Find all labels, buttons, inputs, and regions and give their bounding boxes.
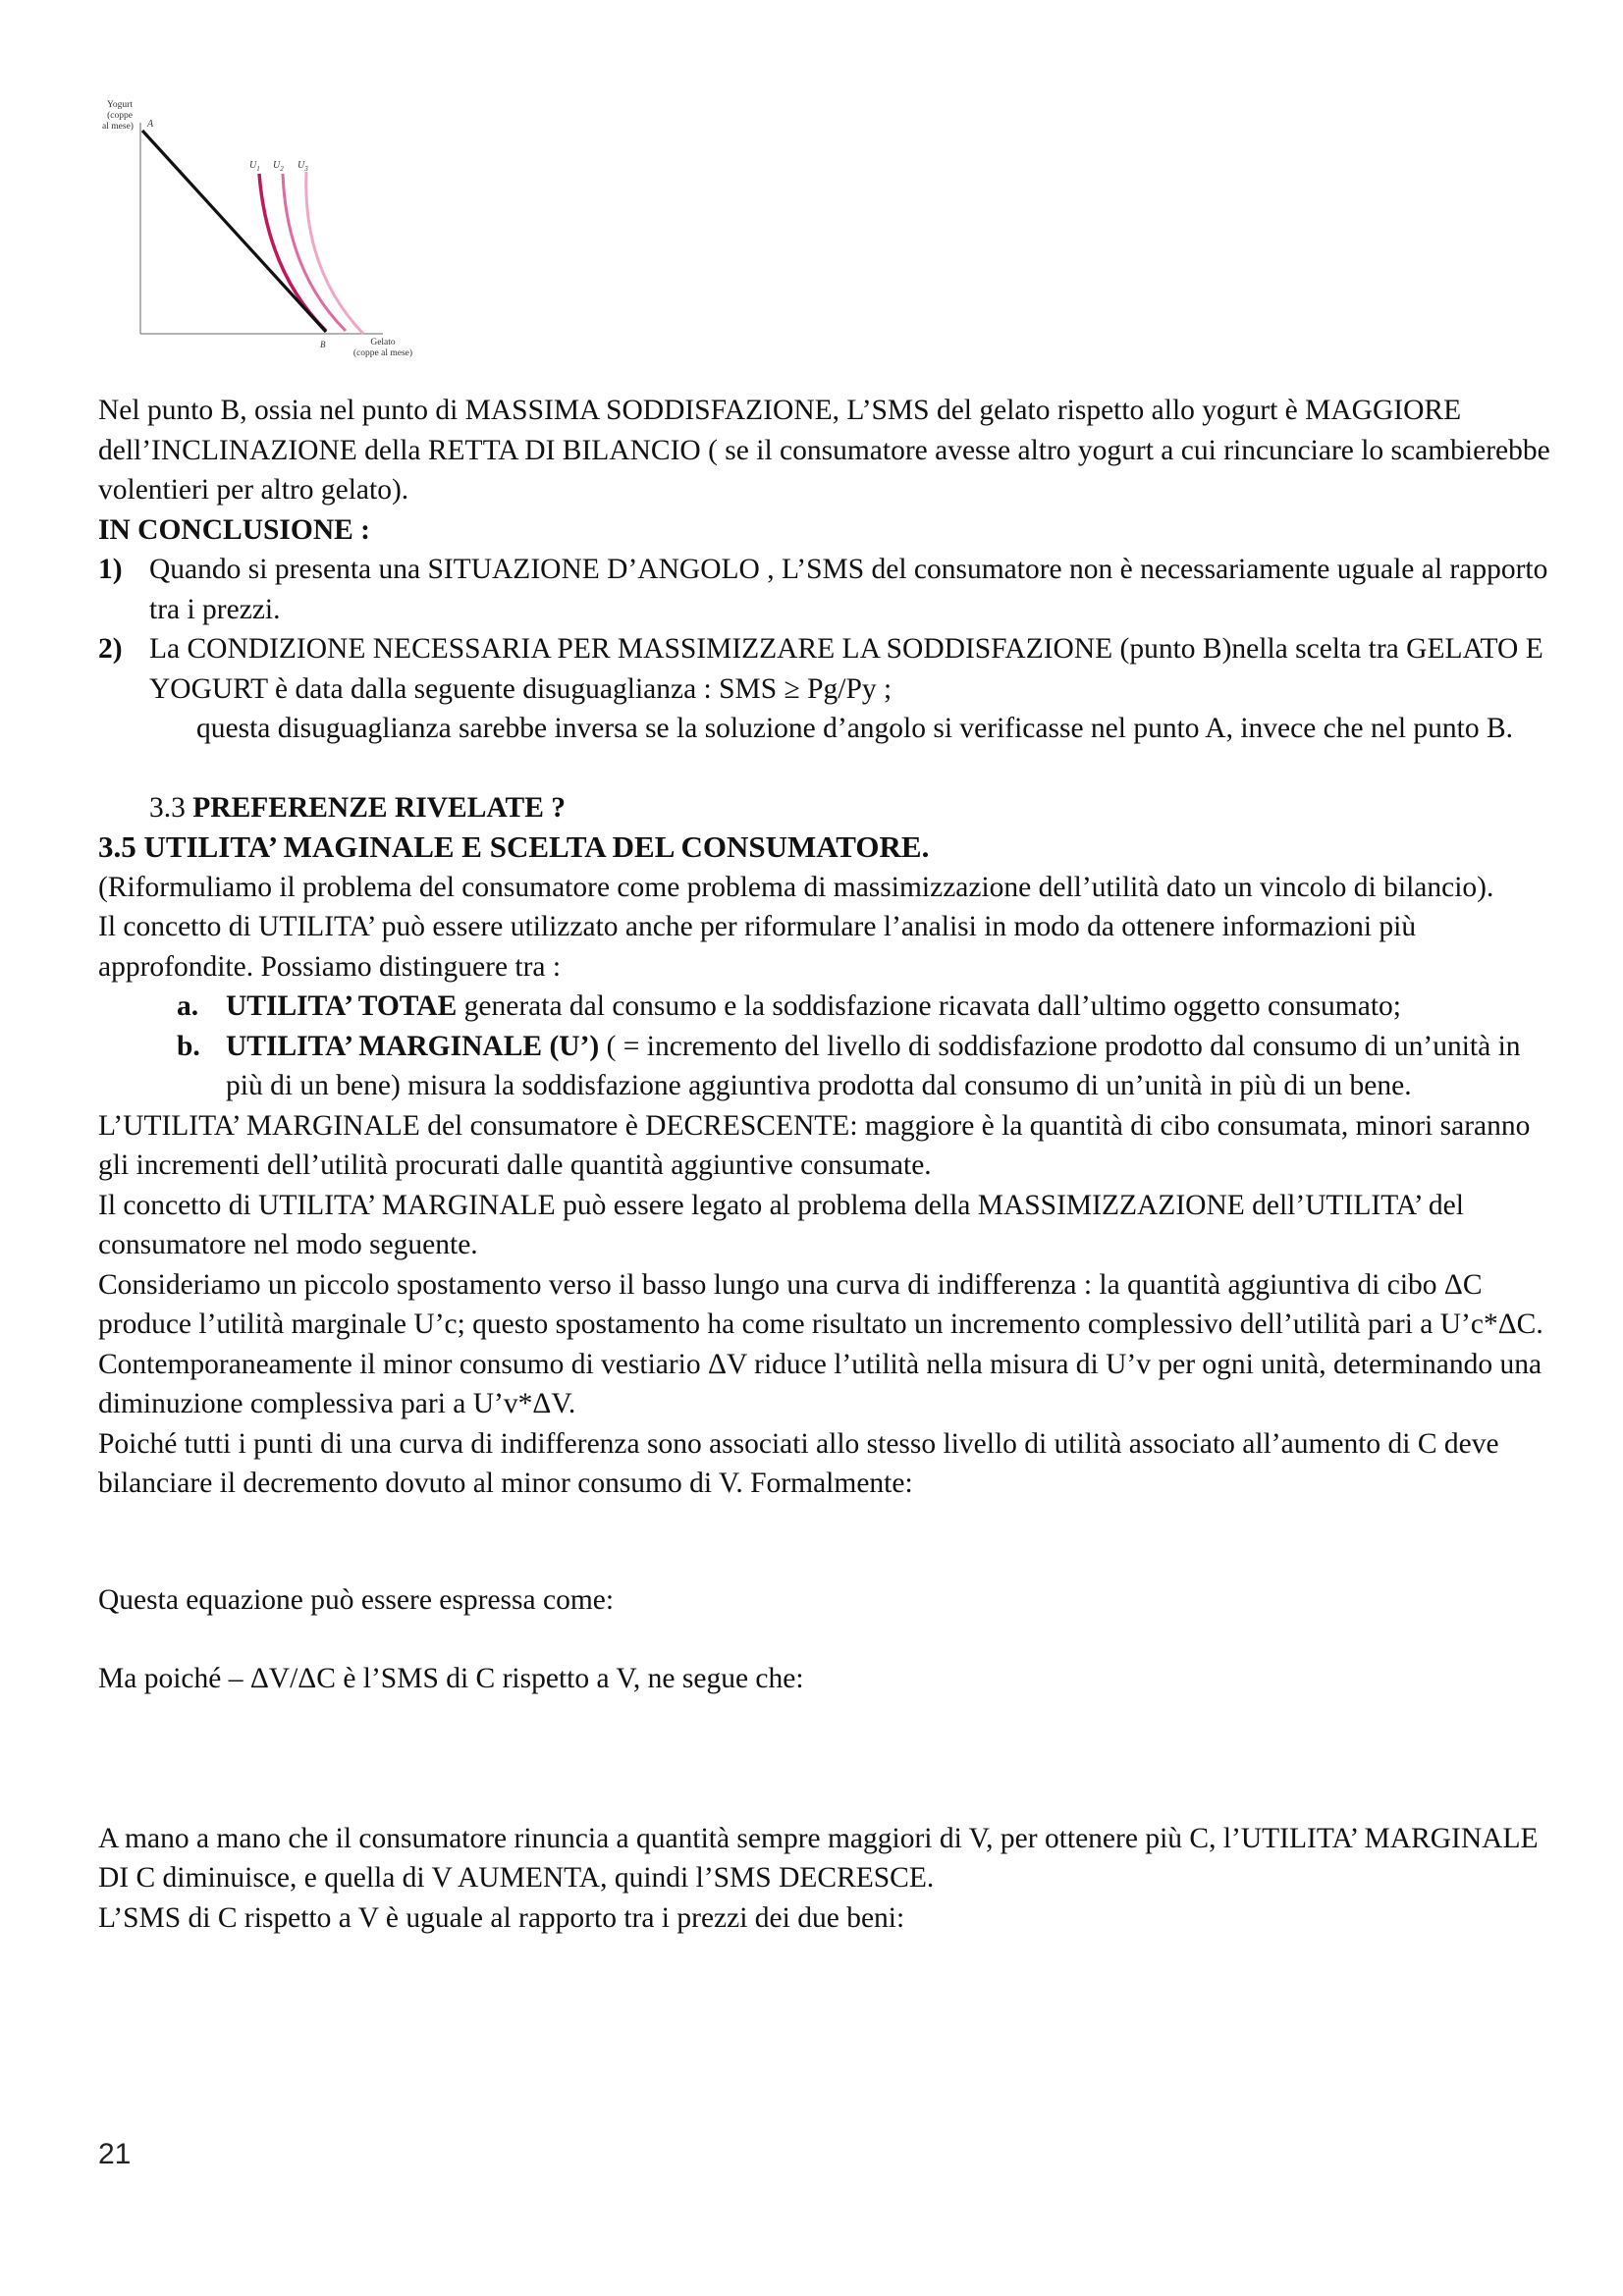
paragraph-price-ratio: L’SMS di C rispetto a V è uguale al rapporto tra i prezzi dei due beni: — [98, 1901, 905, 1934]
section-3-3-heading — [98, 788, 1551, 828]
point-a-label: A — [147, 119, 154, 130]
section-number: 3.3 — [149, 791, 186, 824]
conclusion-heading: IN CONCLUSIONE : — [98, 513, 371, 546]
paragraph-sms-decreasing: A mano a mano che il consumatore rinuncia a quantità sempre maggiori di V, per ottenere più C, l’UTILITA’ MARGINALE DI C diminuisce, e quella di V AUMENTA, quindi l’SMS DECRESCE. — [98, 1822, 1539, 1894]
x-axis-label-line-2: (coppe al mese) — [352, 348, 413, 358]
equation-placeholder-4 — [98, 1778, 1551, 1819]
paragraph-equation-expressed: Questa equazione può essere espressa come: — [98, 1583, 615, 1616]
y-axis-label-line-3: al mese) — [102, 122, 134, 132]
curve-label-u2: $U_2$ — [273, 160, 284, 173]
point-b-label: B — [320, 340, 326, 349]
conclusion-item-2 — [98, 629, 1551, 709]
section-3-5-heading: 3.5 UTILITA’ MAGINALE E SCELTA DEL CONSUMATORE. — [98, 829, 930, 864]
section-title: PREFERENZE RIVELATE ? — [192, 791, 566, 824]
curve-label-u3: $U_3$ — [298, 160, 308, 173]
item-letter: a. — [177, 990, 199, 1022]
item-number: 2) — [98, 633, 123, 665]
utility-item-a — [98, 987, 1551, 1027]
conclusion-item-1 — [98, 550, 1551, 629]
paragraph-sms-equality: Ma poiché – ΔV/ΔC è l’SMS di C rispetto a V, ne segue che: — [98, 1663, 804, 1694]
paragraph-decreasing-utility: L’UTILITA’ MARGINALE del consumatore è DECRESCENTE: maggiore è la quantità di cibo consumata, minori saranno gli incrementi dell’utilità procurati dalle quantità aggiuntive consumate. — [98, 1109, 1531, 1181]
utility-item-b — [98, 1027, 1551, 1106]
item-text: generata dal consumo e la soddisfazione ricavata dall’ultimo oggetto consumato; — [457, 990, 1401, 1022]
item-text: ( = incremento del livello di soddisfazione prodotto dal consumo di un’unità in più di un bene) misura la soddisfazione aggiuntiva prodotta dal consumo di un’unità in più di un bene. — [226, 1030, 1521, 1101]
indifference-curve-u3 — [306, 172, 363, 334]
y-axis-label-line-2: (coppe — [107, 111, 133, 121]
paragraph-utility-concept: Il concetto di UTILITA’ può essere utilizzato anche per riformulare l’analisi in modo da ottenere informazioni più approfondite. Possiamo distinguere tra : — [98, 911, 1417, 983]
paragraph-small-movement: Consideriamo un piccolo spostamento verso il basso lungo una curva di indifferenza : la quantità aggiuntiva di cibo ΔC produce l’utilità marginale U’c; questo spostamento ha come risultato un incremento complessivo dell’utilità pari a U’c*ΔC. — [98, 1268, 1543, 1340]
item-text: La CONDIZIONE NECESSARIA PER MASSIMIZZARE LA SODDISFAZIONE (punto B)nella scelta tra GELATO E YOGURT è data dalla seguente disuguaglianza : SMS ≥ Pg/Py ; — [149, 633, 1543, 705]
conclusion-item-2-note: questa disuguaglianza sarebbe inversa se la soluzione d’angolo si verificasse nel punto A, invece che nel punto B. — [196, 713, 1514, 744]
paragraph-balance: Poiché tutti i punti di una curva di indifferenza sono associati allo stesso livello di utilità associato all’aumento di C deve bilanciare il decremento dovuto al minor consumo di V. Formalmente: — [98, 1427, 1499, 1499]
item-letter: b. — [177, 1030, 200, 1062]
equation-placeholder-2 — [98, 1620, 1551, 1659]
page-number: 21 — [98, 2138, 132, 2170]
paragraph-clothing-reduction: Contemporaneamente il minor consumo di vestiario ΔV riduce l’utilità nella misura di U’v per ogni unità, determinando una diminuzione complessiva pari a U’v*ΔV. — [98, 1348, 1542, 1419]
item-number: 1) — [98, 554, 123, 585]
item-text: Quando si presenta una SITUAZIONE D’ANGOLO , L’SMS del consumatore non è necessariamente uguale al rapporto tra i prezzi. — [149, 554, 1548, 625]
paragraph-reformulation: (Riformuliamo il problema del consumatore come problema di massimizzazione dell’utilità dato un vincolo di bilancio). — [98, 871, 1494, 903]
main-text — [98, 391, 1551, 1938]
item-term: UTILITA’ TOTAE — [226, 990, 458, 1022]
y-axis-label-line-1: Yogurt — [107, 100, 133, 110]
paragraph-point-b: Nel punto B, ossia nel punto di MASSIMA SODDISFAZIONE, L’SMS del gelato rispetto allo yogurt è MAGGIORE dell’INCLINAZIONE della RETTA DI BILANCIO ( se il consumatore avesse altro yogurt a cui rincunciare lo scambierebbe volentieri per altro gelato). — [98, 395, 1550, 506]
equation-placeholder-3 — [98, 1699, 1551, 1778]
item-term: UTILITA’ MARGINALE (U’) — [226, 1030, 600, 1062]
corner-solution-graph — [98, 93, 452, 368]
paragraph-maximization-link: Il concetto di UTILITA’ MARGINALE può essere legato al problema della MASSIMIZZAZIONE dell’UTILITA’ del consumatore nel modo seguente. — [98, 1189, 1464, 1260]
curve-label-u1: $U_1$ — [249, 160, 260, 173]
equation-placeholder-1 — [98, 1504, 1551, 1580]
indifference-curve-figure — [98, 93, 452, 368]
x-axis-label-line-1: Gelato — [370, 338, 396, 347]
